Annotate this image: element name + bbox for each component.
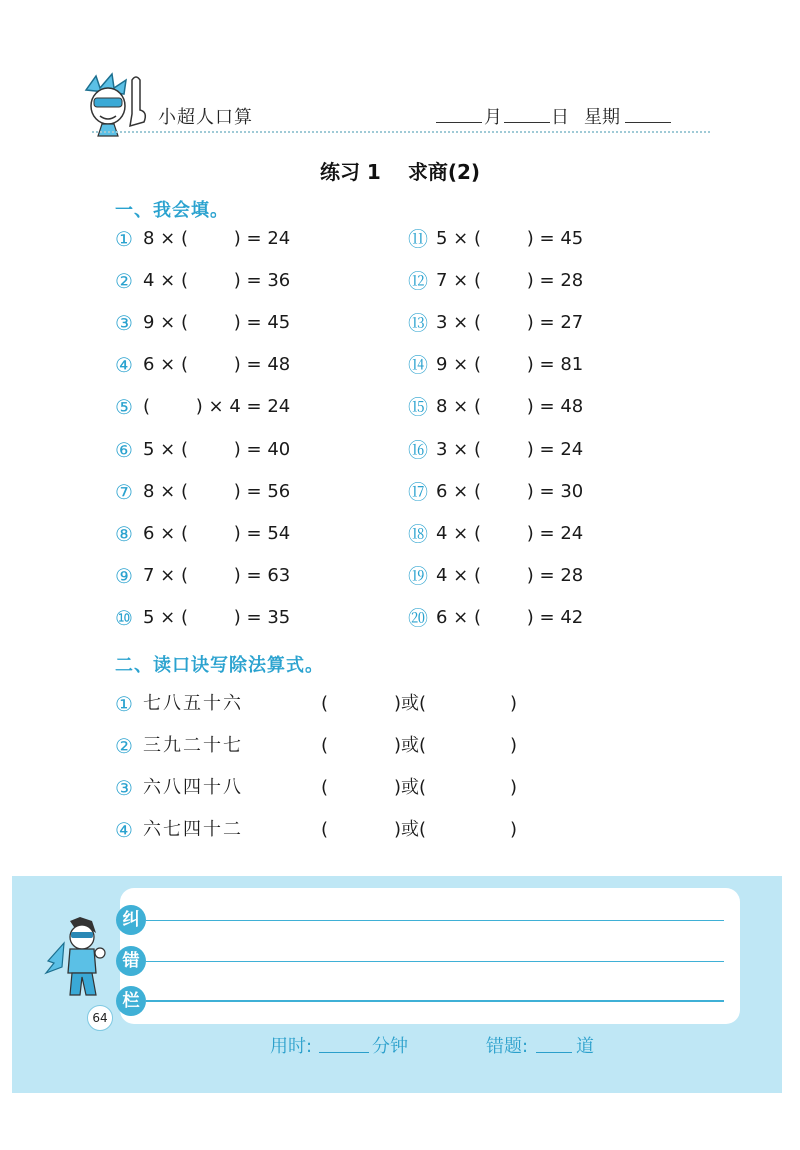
or-separator: )或( [394,735,427,756]
row-number: ③ [115,776,133,800]
mascot-logo-icon [78,70,156,138]
question-number: ① [115,227,133,251]
paren-close: ) [510,735,518,756]
month-blank[interactable] [436,122,482,123]
question-expression: 6 × ( ) = 54 [143,523,291,544]
question-number: ⑥ [115,438,133,462]
paren-open: ( [321,693,329,714]
question-number: ⑩ [115,606,133,630]
question-expression: 8 × ( ) = 24 [143,228,291,249]
row-number: ① [115,692,133,716]
weekday-blank[interactable] [625,122,671,123]
question-number: ⑫ [408,269,428,293]
paren-open: ( [321,777,329,798]
question-expression: 6 × ( ) = 48 [143,354,291,375]
question-expression: 5 × ( ) = 45 [436,228,584,249]
or-separator: )或( [394,693,427,714]
question-expression: 6 × ( ) = 30 [436,481,584,502]
question-expression: 6 × ( ) = 42 [436,607,584,628]
question-number: ⑤ [115,395,133,419]
row-number: ② [115,734,133,758]
question-expression: 7 × ( ) = 28 [436,270,584,291]
correction-line[interactable] [146,1000,724,1002]
question-expression: 4 × ( ) = 36 [143,270,291,291]
question-number: ③ [115,311,133,335]
question-number: ⑮ [408,395,428,419]
question-number: ⑧ [115,522,133,546]
time-label: 用时: [270,1036,313,1057]
formula-row[interactable] [115,817,535,843]
or-separator: )或( [394,819,427,840]
question-number: ⑲ [408,564,428,588]
errors-blank[interactable] [536,1052,572,1053]
correction-label-char: 错 [116,946,146,976]
paren-close: ) [510,819,518,840]
correction-label-char: 栏 [116,986,146,1016]
question-number: ⑯ [408,438,428,462]
paren-open: ( [321,819,329,840]
errors-label: 错题: [486,1036,529,1057]
question-number: ⑪ [408,227,428,251]
or-separator: )或( [394,777,427,798]
correction-line[interactable] [146,920,724,921]
question-expression: 9 × ( ) = 45 [143,312,291,333]
exercise-topic: 求商(2) [407,160,481,184]
formula-row[interactable] [115,733,535,759]
question-number: ⑱ [408,522,428,546]
question-number: ⑭ [408,353,428,377]
day-label: 日 [551,107,569,128]
question-expression: ( ) × 4 = 24 [143,396,291,417]
time-blank[interactable] [319,1052,369,1053]
paren-open: ( [321,735,329,756]
question-number: ⑰ [408,480,428,504]
question-expression: 4 × ( ) = 24 [436,523,584,544]
errors-unit: 道 [576,1036,594,1057]
question-expression: 5 × ( ) = 35 [143,607,291,628]
multiplication-rhyme: 六七四十二 [143,819,243,840]
multiplication-rhyme: 七八五十六 [143,693,243,714]
question-expression: 8 × ( ) = 48 [436,396,584,417]
exercise-number: 练习 1 [319,160,381,184]
page-number: 64 [87,1005,113,1031]
page-title [0,156,800,185]
question-number: ⑬ [408,311,428,335]
brand-title: 小超人口算 [158,107,253,128]
correction-line[interactable] [146,961,724,962]
day-blank[interactable] [504,122,550,123]
question-expression: 3 × ( ) = 24 [436,439,584,460]
superhero-mascot-icon [40,915,120,1005]
weekday-label: 星期 [584,107,620,128]
time-unit: 分钟 [372,1036,408,1057]
correction-label-char: 纠 [116,905,146,935]
section-2-heading: 二、读口诀写除法算式。 [115,655,324,676]
section-1-heading: 一、我会填。 [115,200,229,221]
correction-card [120,888,740,1024]
question-expression: 3 × ( ) = 27 [436,312,584,333]
question-number: ⑳ [408,606,428,630]
row-number: ④ [115,818,133,842]
header-divider [92,131,710,133]
question-number: ⑨ [115,564,133,588]
question-expression: 9 × ( ) = 81 [436,354,584,375]
question-expression: 5 × ( ) = 40 [143,439,291,460]
formula-row[interactable] [115,775,535,801]
paren-close: ) [510,693,518,714]
question-number: ④ [115,353,133,377]
formula-row[interactable] [115,691,535,717]
multiplication-rhyme: 六八四十八 [143,777,243,798]
question-expression: 7 × ( ) = 63 [143,565,291,586]
question-expression: 4 × ( ) = 28 [436,565,584,586]
question-number: ② [115,269,133,293]
month-label: 月 [484,107,502,128]
paren-close: ) [510,777,518,798]
multiplication-rhyme: 三九二十七 [143,735,243,756]
question-number: ⑦ [115,480,133,504]
question-expression: 8 × ( ) = 56 [143,481,291,502]
